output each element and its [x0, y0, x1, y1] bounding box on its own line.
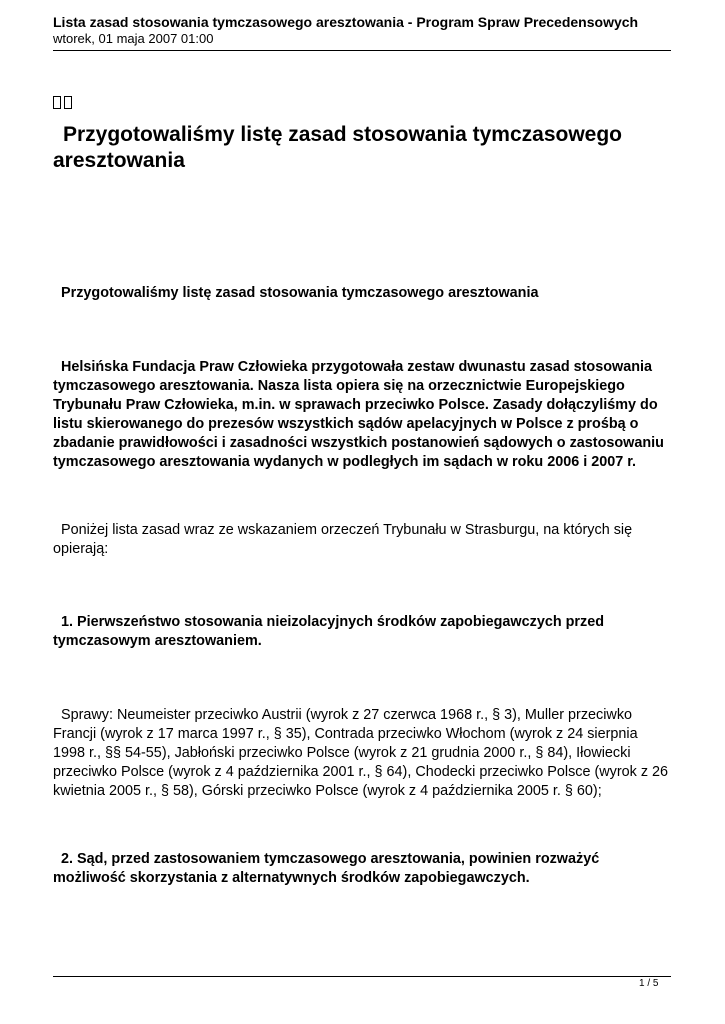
missing-glyph-icon — [53, 96, 61, 109]
intro-paragraph-text: Helsińska Fundacja Praw Człowieka przygotowała zestaw dwunastu zasad stosowania tymczasowego aresztowania. Nasza lista opiera się na orzecznictwie Europejskiego Trybunału Praw Człowieka, m.in. w sprawach przeciwko Polsce. Zasady dołączyliśmy do listu skierowanego do prezesów wszystkich sądów apelacyjnych w Polsce z prośbą o zbadanie prawidłowości i zasadności wszystkich postanowień sądowych o zastosowaniu tymczasowego aresztowania wydanych w podległych im sądach w roku 2006 i 2007 r. — [53, 359, 664, 470]
article-title — [53, 122, 673, 174]
missing-glyph-icon — [64, 96, 72, 109]
document-title: Lista zasad stosowania tymczasowego aresztowania - Program Spraw Precedensowych — [53, 14, 639, 30]
intro-paragraph — [53, 358, 673, 472]
principle-1-heading — [53, 613, 673, 651]
article-subtitle-text: Przygotowaliśmy listę zasad stosowania tymczasowego aresztowania — [61, 285, 539, 301]
principle-2-text: 2. Sąd, przed zastosowaniem tymczasowego aresztowania, powinien rozważyć możliwość skorzystania z alternatywnych środków zapobiegawczych. — [53, 851, 600, 886]
article-title-text: Przygotowaliśmy listę zasad stosowania tymczasowego aresztowania — [53, 123, 623, 172]
lead-paragraph-text: Poniżej lista zasad wraz ze wskazaniem orzeczeń Trybunału w Strasburgu, na których się opierają: — [53, 522, 633, 557]
missing-glyph-icons — [53, 96, 72, 109]
lead-paragraph — [53, 521, 673, 559]
principle-1-cases — [53, 706, 673, 801]
principle-1-cases-text: Sprawy: Neumeister przeciwko Austrii (wyrok z 27 czerwca 1968 r., § 3), Muller przeciwko Francji (wyrok z 17 marca 1997 r., § 35), Contrada przeciwko Włochom (wyrok z 24 sierpnia 1998 r., §§ 54-55), Jabłoński przeciwko Polsce (wyrok z 21 grudnia 2000 r., § 84), Iłowiecki przeciwko Polsce (wyrok z 4 października 2001 r., § 64), Chodecki przeciwko Polsce (wyrok z 26 kwietnia 2005 r., § 58), Górski przeciwko Polsce (wyrok z 4 października 2005 r. § 60); — [53, 707, 669, 799]
header-divider — [53, 50, 671, 51]
publication-date: wtorek, 01 maja 2007 01:00 — [53, 31, 214, 46]
article-subtitle — [53, 284, 673, 303]
footer-divider — [53, 976, 671, 977]
page-header — [53, 14, 673, 47]
principle-1-text: 1. Pierwszeństwo stosowania nieizolacyjnych środków zapobiegawczych przed tymczasowym aresztowaniem. — [53, 614, 605, 649]
principle-2-heading — [53, 850, 673, 888]
page-number: 1 / 5 — [639, 978, 659, 989]
